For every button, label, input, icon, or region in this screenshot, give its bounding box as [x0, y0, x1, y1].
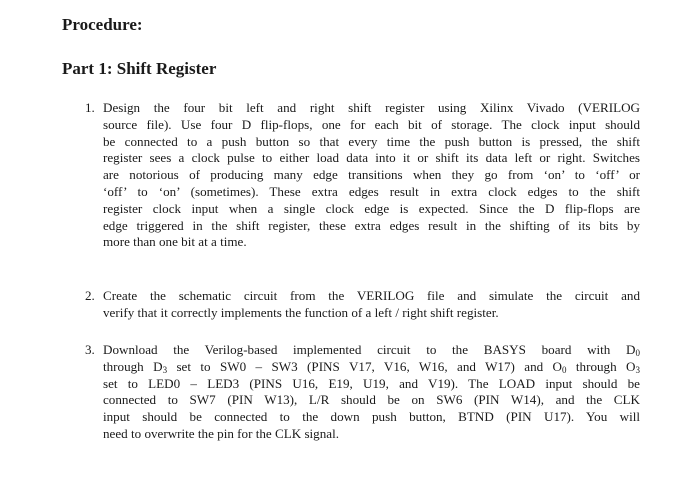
text-run: through O: [566, 358, 636, 374]
text-run: through D: [103, 358, 163, 374]
step-text-line: input should be connected to the down push button, BTND (PIN U17). You will: [103, 409, 640, 425]
step-number: 2.: [85, 288, 95, 303]
step-number: 3.: [85, 342, 95, 357]
step-text-line: need to overwrite the pin for the CLK signal.: [103, 425, 339, 441]
step-3: [85, 342, 640, 443]
step-text-line: Create the schematic circuit from the VERILOG file and simulate the circuit and: [103, 288, 640, 303]
step-text-line: Design the four bit left and right shift register using Xilinx Vivado (VERILOG: [103, 100, 640, 115]
procedure-heading: Procedure:: [62, 15, 143, 34]
step-2: [85, 288, 640, 322]
text-run: set to SW0 – SW3 (PINS V17, V16, W16, and W17) and O: [167, 358, 563, 374]
text-run: Download the Verilog-based implemented circuit to the BASYS board with D: [103, 342, 636, 357]
step-text-line: verify that it correctly implements the function of a left / right shift register.: [103, 304, 499, 320]
subscript: 0: [562, 364, 567, 375]
part1-heading: Part 1: Shift Register: [62, 59, 217, 78]
step-text-line: source file). Use four D flip-flops, one for each bit of storage. The clock input should: [103, 116, 640, 132]
step-text-line: more than one bit at a time.: [103, 234, 247, 250]
step-text-line: set to LED0 – LED3 (PINS U16, E19, U19, and V19). The LOAD input should be: [103, 375, 640, 391]
step-text-line: [103, 342, 640, 359]
step-text-line: be connected to a push button so that every time the push button is pressed, the shift: [103, 133, 640, 149]
step-text-line: edge triggered in the shift register, these extra edges result in the shifting of its bits by: [103, 217, 640, 233]
step-text-line: [103, 359, 640, 376]
step-text-line: register clock input when a single clock edge is expected. Since the D flip-flops are: [103, 200, 640, 216]
subscript: 3: [162, 364, 168, 375]
subscript: 3: [635, 364, 640, 375]
step-text-line: register sees a clock pulse to either load data into it or shift its data left or right. Switches: [103, 150, 640, 166]
step-text-line: are notorious of producing many edge transitions when they go from ‘on’ to ‘off’ or: [103, 167, 640, 183]
step-1: [85, 100, 640, 251]
step-number: 1.: [85, 100, 95, 115]
subscript: 0: [635, 348, 640, 358]
step-text-line: ‘off’ to ‘on’ (sometimes). These extra edges result in extra clock edges to the shift: [103, 183, 640, 199]
step-text-line: connected to SW7 (PIN W13), L/R should be on SW6 (PIN W14), and the CLK: [103, 392, 640, 408]
